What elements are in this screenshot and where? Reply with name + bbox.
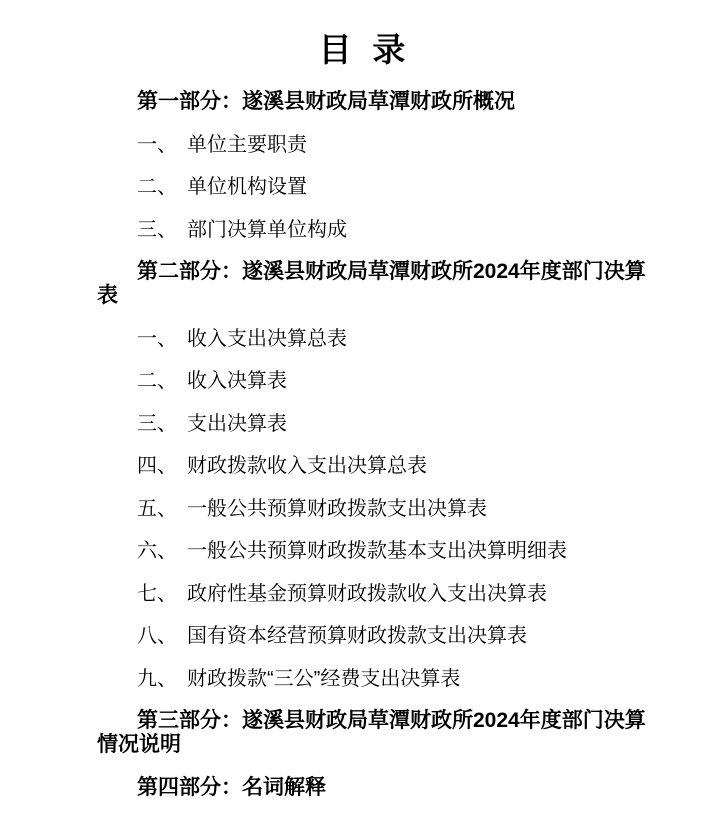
toc-section-heading: 第三部分：遂溪县财政局草潭财政所2024年度部门决算情况说明 <box>97 709 646 756</box>
table-of-contents <box>97 90 647 800</box>
toc-item: 二、 收入决算表 <box>137 370 287 392</box>
toc-item: 一、 单位主要职责 <box>137 133 307 156</box>
page-title: 目 录 <box>318 31 406 68</box>
toc-item: 三、 部门决算单位构成 <box>137 218 347 241</box>
toc-item: 一、 收入支出决算总表 <box>137 327 347 350</box>
toc-item: 九、 财政拨款“三公”经费支出决算表 <box>137 667 461 690</box>
toc-item: 七、 政府性基金预算财政拨款收入支出决算表 <box>137 582 547 605</box>
toc-section-heading: 第四部分：名词解释 <box>137 775 326 799</box>
toc-item: 四、 财政拨款收入支出决算总表 <box>137 455 427 477</box>
toc-section-heading: 第一部分：遂溪县财政局草潭财政所概况 <box>137 90 515 113</box>
toc-item: 二、 单位机构设置 <box>137 176 307 198</box>
toc-item: 六、 一般公共预算财政拨款基本支出决算明细表 <box>137 540 567 562</box>
toc-section-heading: 第二部分：遂溪县财政局草潭财政所2024年度部门决算表 <box>97 260 646 307</box>
toc-item: 八、 国有资本经营预算财政拨款支出决算表 <box>137 625 527 647</box>
toc-item: 三、 支出决算表 <box>137 412 287 435</box>
toc-item: 五、 一般公共预算财政拨款支出决算表 <box>137 497 487 520</box>
